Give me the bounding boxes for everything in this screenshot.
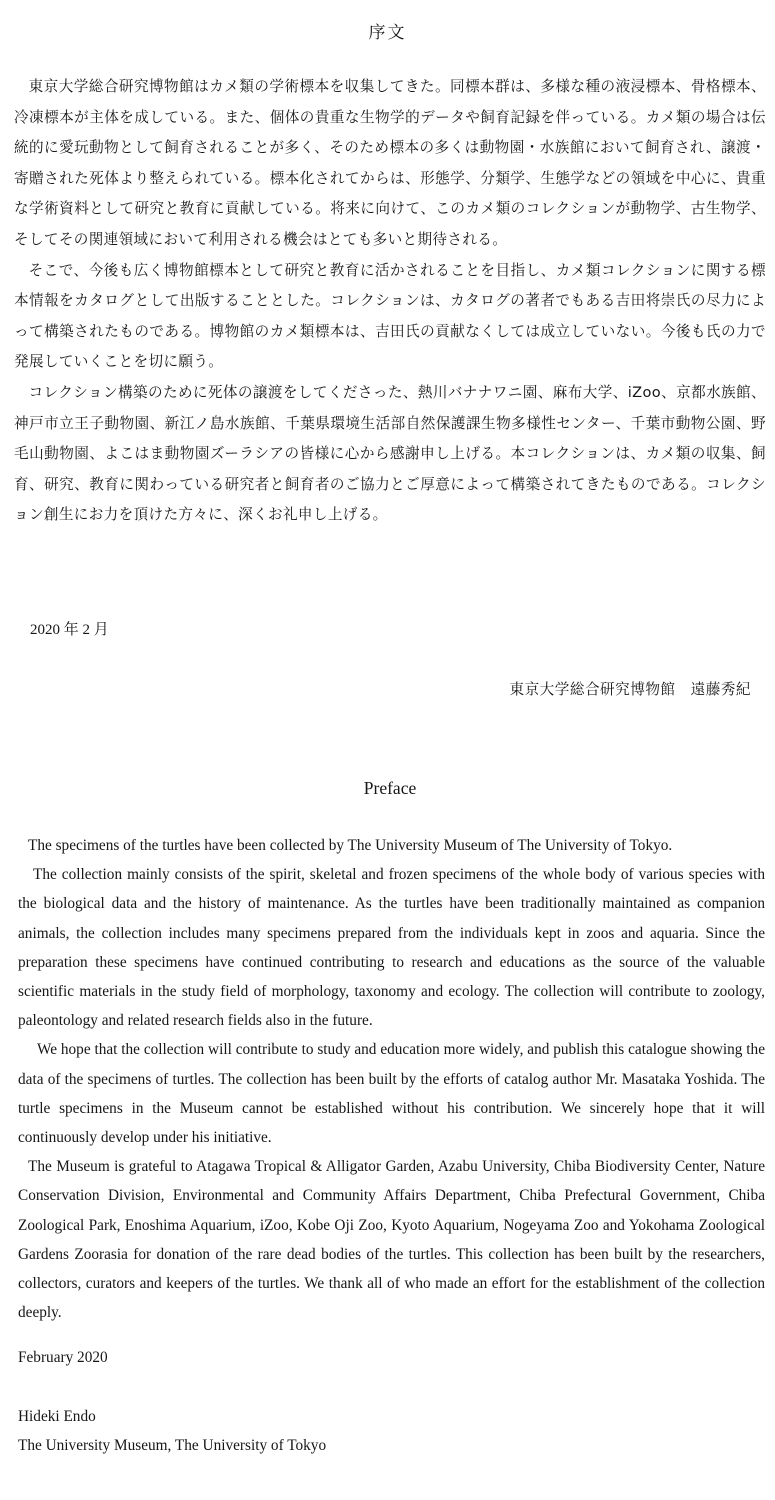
japanese-signature: 東京大学総合研究博物館 遠藤秀紀: [509, 681, 751, 698]
english-paragraph-1: The specimens of the turtles have been collected by The University Museum of The University of Tokyo.: [28, 837, 673, 854]
japanese-title: 序文: [368, 23, 407, 43]
japanese-paragraph-3: コレクション構築のために死体の譲渡をしてくださった、熱川バナナワニ園、麻布大学、iZoo、京都水族館、神戸市立王子動物園、新江ノ島水族館、千葉県環境生活部自然保護課生物多様性センター、千葉市動物公園、野毛山動物園、よこはま動物園ズーラシアの皆様に心から感謝申し上げる。本コレクションは、カメ類の収集、飼育、研究、教育に関わっている研究者と飼育者のご協力とご厚意によって構築されてきたものである。コレクション創生にお力を頂けた方々に、深くお礼申し上げる。: [14, 383, 766, 524]
english-signature-name: Hideki Endo: [18, 1408, 96, 1425]
english-paragraph-2: The collection mainly consists of the spirit, skeletal and frozen specimens of the whole body of various species with the biological data and the history of maintenance. As the turtles have been traditionally maintained as companion animals, the collection includes many specimens prepared from the individuals kept in zoos and aquaria. Since the preparation these specimens have continued contributing to research and educations as the source of the valuable scientific materials in the study field of morphology, taxonomy and ecology. The collection will contribute to zoology, paleontology and related research fields also in the future.: [18, 866, 765, 1030]
english-body: [18, 831, 765, 1327]
english-paragraph-3: We hope that the collection will contribute to study and education more widely, and publish this catalogue showing the data of the specimens of turtles. The collection has been built by the efforts of catalog author Mr. Masataka Yoshida. The turtle specimens in the Museum cannot be established without his contribution. We sincerely hope that it will continuously develop under his initiative.: [18, 1041, 765, 1147]
english-date: February 2020: [18, 1349, 108, 1366]
english-signature-org: The University Museum, The University of Tokyo: [18, 1437, 327, 1454]
japanese-paragraph-2: そこで、今後も広く博物館標本として研究と教育に活かされることを目指し、カメ類コレクションに関する標本情報をカタログとして出版することとした。コレクションは、カタログの著者でもある吉田将崇氏の尽力によって構築されたものである。博物館のカメ類標本は、吉田氏の貢献なくしては成立していない。今後も氏の力で発展していくことを切に願う。: [14, 261, 766, 371]
english-title: Preface: [363, 778, 417, 798]
japanese-paragraph-1: 東京大学総合研究博物館はカメ類の学術標本を収集してきた。同標本群は、多様な種の液浸標本、骨格標本、冷凍標本が主体を成している。また、個体の貴重な生物学的データや飼育記録を伴っている。カメ類の場合は伝統的に愛玩動物として飼育されることが多く、そのため標本の多くは動物園・水族館において飼育され、譲渡・寄贈された死体より整えられている。標本化されてからは、形態学、分類学、生態学などの領域を中心に、貴重な学術資料として研究と教育に貢献している。将来に向けて、このカメ類のコレクションが動物学、古生物学、そしてその関連領域において利用される機会はとても多いと期待される。: [14, 78, 766, 248]
english-paragraph-4: The Museum is grateful to Atagawa Tropical & Alligator Garden, Azabu University, Chiba Biodiversity Center, Nature Conservation Division, Environmental and Community Affairs Department, Chiba Prefectural Government, Chiba Zoological Park, Enoshima Aquarium, iZoo, Kobe Oji Zoo, Kyoto Aquarium, Nogeyama Zoo and Yokohama Zoological Gardens Zoorasia for donation of the rare dead bodies of the turtles. This collection has been built by the researchers, collectors, curators and keepers of the turtles. We thank all of who made an effort for the establishment of the collection deeply.: [18, 1158, 765, 1322]
japanese-body: [14, 72, 766, 531]
japanese-date: 2020 年 2 月: [30, 622, 109, 638]
